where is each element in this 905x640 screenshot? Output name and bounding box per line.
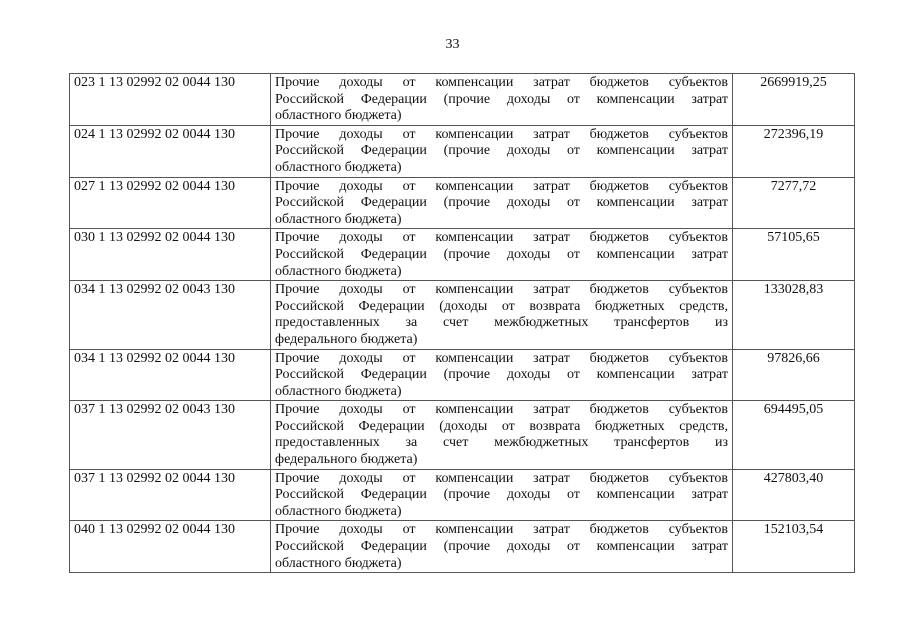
- table-row: [70, 177, 855, 229]
- budget-table: [69, 73, 855, 573]
- page-number: 33: [445, 37, 460, 52]
- income-description: [271, 177, 733, 229]
- table-row: [70, 281, 855, 349]
- description-line: Российской Федерации (прочие доходы от компенсации затрат: [275, 143, 728, 159]
- classification-code: 030 1 13 02992 02 0044 130: [70, 229, 271, 281]
- classification-code: 027 1 13 02992 02 0044 130: [70, 177, 271, 229]
- description-line: Прочие доходы от компенсации затрат бюджетов субъектов: [275, 470, 728, 486]
- classification-code: 037 1 13 02992 02 0043 130: [70, 401, 271, 469]
- description-line: Прочие доходы от компенсации затрат бюджетов субъектов: [275, 126, 728, 142]
- description-line: предоставленных за счет межбюджетных трансфертов из: [275, 315, 728, 331]
- description-line: областного бюджета): [275, 159, 402, 175]
- amount: 133028,83: [733, 281, 855, 349]
- amount: 427803,40: [733, 469, 855, 521]
- table-row: [70, 469, 855, 521]
- description-line: Прочие доходы от компенсации затрат бюджетов субъектов: [275, 178, 728, 194]
- income-description: [271, 229, 733, 281]
- description-line: областного бюджета): [275, 211, 402, 227]
- classification-code: 024 1 13 02992 02 0044 130: [70, 125, 271, 177]
- classification-code: 023 1 13 02992 02 0044 130: [70, 74, 271, 126]
- description-line: Прочие доходы от компенсации затрат бюджетов субъектов: [275, 522, 728, 538]
- income-description: [271, 74, 733, 126]
- amount: 152103,54: [733, 521, 855, 573]
- amount: 57105,65: [733, 229, 855, 281]
- classification-code: 040 1 13 02992 02 0044 130: [70, 521, 271, 573]
- classification-code: 034 1 13 02992 02 0044 130: [70, 349, 271, 401]
- description-line: Российской Федерации (прочие доходы от компенсации затрат: [275, 539, 728, 555]
- description-line: Российской Федерации (прочие доходы от компенсации затрат: [275, 246, 728, 262]
- classification-code: 034 1 13 02992 02 0043 130: [70, 281, 271, 349]
- amount: 272396,19: [733, 125, 855, 177]
- income-description: [271, 349, 733, 401]
- description-line: Прочие доходы от компенсации затрат бюджетов субъектов: [275, 282, 728, 298]
- table-row: [70, 125, 855, 177]
- description-line: областного бюджета): [275, 503, 402, 519]
- income-description: [271, 401, 733, 469]
- description-line: федерального бюджета): [275, 331, 418, 347]
- amount: 97826,66: [733, 349, 855, 401]
- budget-table-body: [70, 74, 855, 573]
- table-row: [70, 229, 855, 281]
- description-line: Российской Федерации (доходы от возврата бюджетных средств,: [275, 418, 728, 434]
- amount: 7277,72: [733, 177, 855, 229]
- description-line: Прочие доходы от компенсации затрат бюджетов субъектов: [275, 75, 728, 90]
- table-row: [70, 401, 855, 469]
- description-line: Российской Федерации (доходы от возврата бюджетных средств,: [275, 298, 728, 314]
- classification-code: 037 1 13 02992 02 0044 130: [70, 469, 271, 521]
- description-line: областного бюджета): [275, 555, 402, 571]
- table-row: [70, 74, 855, 126]
- income-description: [271, 469, 733, 521]
- description-line: федерального бюджета): [275, 452, 418, 468]
- table-row: [70, 521, 855, 573]
- description-line: Прочие доходы от компенсации затрат бюджетов субъектов: [275, 402, 728, 418]
- table-row: [70, 349, 855, 401]
- amount: 2669919,25: [733, 74, 855, 126]
- amount: 694495,05: [733, 401, 855, 469]
- description-line: областного бюджета): [275, 263, 402, 279]
- description-line: областного бюджета): [275, 383, 402, 399]
- description-line: Российской Федерации (прочие доходы от компенсации затрат: [275, 487, 728, 503]
- description-line: Российской Федерации (прочие доходы от компенсации затрат: [275, 195, 728, 211]
- description-line: областного бюджета): [275, 108, 402, 124]
- description-line: Прочие доходы от компенсации затрат бюджетов субъектов: [275, 230, 728, 246]
- income-description: [271, 281, 733, 349]
- description-line: Российской Федерации (прочие доходы от компенсации затрат: [275, 91, 728, 107]
- description-line: Прочие доходы от компенсации затрат бюджетов субъектов: [275, 350, 728, 366]
- description-line: Российской Федерации (прочие доходы от компенсации затрат: [275, 367, 728, 383]
- income-description: [271, 521, 733, 573]
- description-line: предоставленных за счет межбюджетных трансфертов из: [275, 435, 728, 451]
- income-description: [271, 125, 733, 177]
